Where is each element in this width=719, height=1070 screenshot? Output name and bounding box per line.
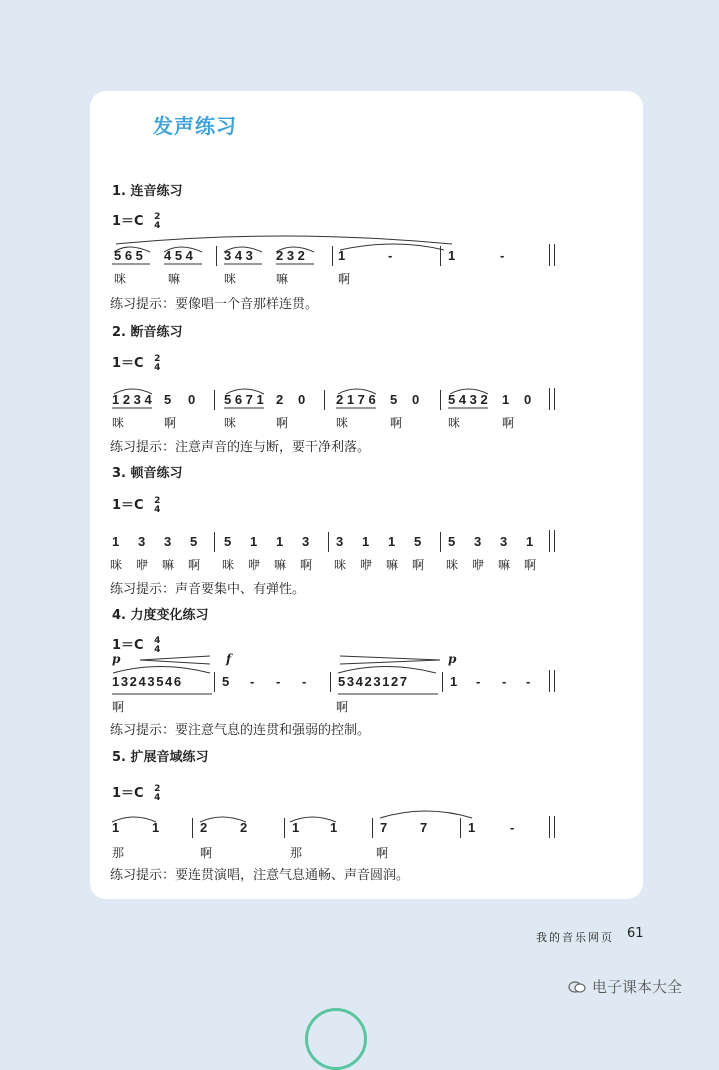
decorative-circle (305, 1008, 367, 1070)
note: 1 (502, 392, 510, 407)
note: 7 (380, 820, 388, 835)
note-group: 5 4 3 2 (448, 392, 488, 407)
lyric: 咪 (114, 272, 127, 286)
note: 1 (362, 534, 370, 549)
dynamic-mark: p (448, 652, 457, 666)
dynamic-mark: p (112, 652, 121, 666)
slur (450, 389, 488, 394)
note-group: 2 1 7 6 (336, 392, 376, 407)
rest: 0 (298, 392, 306, 407)
note: 5 (164, 392, 172, 407)
key-signature: 1＝C (112, 214, 144, 229)
lyric: 啊 (412, 558, 425, 572)
note: 1 (250, 534, 258, 549)
lyric: 啊 (376, 846, 389, 860)
note: 5 (222, 674, 230, 689)
lyric: 啊 (188, 558, 201, 572)
ts-bottom: 4 (154, 504, 161, 515)
section-3-tip: 练习提示：声音要集中、有弹性。 (110, 582, 306, 597)
note: 3 (138, 534, 146, 549)
note: 5 (448, 534, 456, 549)
slur (114, 389, 152, 394)
note: 1 (276, 534, 284, 549)
lyric: 咪 (448, 416, 461, 430)
dash: - (510, 820, 515, 835)
slur (200, 817, 246, 822)
wechat-icon (568, 981, 586, 993)
ts-bottom: 4 (154, 792, 161, 803)
diminuendo (340, 656, 440, 664)
note: 5 (190, 534, 198, 549)
dash: - (526, 674, 531, 689)
dash: - (302, 674, 307, 689)
note-group: 4 5 4 (164, 248, 193, 263)
slur (113, 667, 210, 674)
section-1-tip: 练习提示：要像唱一个音那样连贯。 (110, 297, 319, 312)
slur (116, 236, 452, 244)
dash: - (476, 674, 481, 689)
lyric: 嘛 (162, 558, 175, 572)
note: 5 (414, 534, 422, 549)
lyric: 嘛 (498, 558, 511, 572)
note: 5 (224, 534, 232, 549)
lyric: 啊 (112, 700, 125, 714)
rest: 0 (188, 392, 196, 407)
lyric: 嘛 (276, 272, 289, 286)
lyric: 咿 (248, 558, 261, 572)
key-signature: 1＝C (112, 786, 144, 801)
note-group: 2 3 2 (276, 248, 305, 263)
note: 2 (200, 820, 208, 835)
lyric: 啊 (164, 416, 177, 430)
note: 3 (500, 534, 508, 549)
note: 1 (152, 820, 160, 835)
lyric: 啊 (338, 272, 351, 286)
page-number: 61 (627, 926, 644, 941)
section-5-heading: 5. 扩展音域练习 (112, 750, 209, 765)
footer-title: 我的音乐网页 (536, 931, 614, 944)
ts-top: 2 (154, 353, 161, 364)
lyric: 那 (290, 846, 303, 860)
section-4-tip: 练习提示：要注意气息的连贯和强弱的控制。 (110, 723, 371, 738)
note: 1 (448, 248, 456, 263)
ts-bottom: 4 (154, 362, 161, 373)
lyric: 咪 (224, 416, 237, 430)
lyric: 啊 (300, 558, 313, 572)
note: 3 (302, 534, 310, 549)
note: 1 (112, 820, 120, 835)
note-group: 1 3 2 4 3 5 4 6 (112, 674, 181, 689)
section-1-heading: 1. 连音练习 (112, 184, 183, 199)
rest: 0 (524, 392, 532, 407)
crescendo (140, 656, 210, 664)
slur (226, 389, 264, 394)
note-group: 5 6 7 1 (224, 392, 264, 407)
dash: - (388, 248, 393, 263)
ts-top: 2 (154, 783, 161, 794)
watermark-text: 电子课本大全 (592, 978, 683, 996)
lyric: 咪 (336, 416, 349, 430)
ts-top: 4 (154, 635, 161, 646)
note-group: 5 6 5 (114, 248, 143, 263)
lyric: 咿 (472, 558, 485, 572)
lyric: 咪 (112, 416, 125, 430)
note: 2 (276, 392, 284, 407)
note: 7 (420, 820, 428, 835)
lyric: 咪 (334, 558, 347, 572)
section-3-heading: 3. 顿音练习 (112, 466, 183, 481)
slur (164, 247, 202, 252)
note: 1 (330, 820, 338, 835)
lyric: 嘛 (168, 272, 181, 286)
lyric: 咿 (360, 558, 373, 572)
note: 2 (240, 820, 248, 835)
note: 1 (526, 534, 534, 549)
lyric: 咿 (136, 558, 149, 572)
slur (276, 247, 314, 252)
slur (380, 811, 472, 818)
lyric: 咪 (446, 558, 459, 572)
note: 5 (390, 392, 398, 407)
lyric: 啊 (390, 416, 403, 430)
dynamic-mark: f (226, 652, 232, 666)
note: 3 (336, 534, 344, 549)
ts-bottom: 4 (154, 644, 161, 655)
slur (338, 389, 376, 394)
lyric: 啊 (276, 416, 289, 430)
lyric: 啊 (524, 558, 537, 572)
section-2-heading: 2. 断音练习 (112, 325, 183, 340)
key-signature: 1＝C (112, 498, 144, 513)
slur (290, 817, 336, 822)
slur (224, 247, 262, 252)
note-group: 3 4 3 (224, 248, 253, 263)
lyric: 嘛 (274, 558, 287, 572)
rest: 0 (412, 392, 420, 407)
section-4-heading: 4. 力度变化练习 (112, 608, 209, 623)
note: 1 (112, 534, 120, 549)
ts-bottom: 4 (154, 220, 161, 231)
slur (114, 247, 150, 252)
slur (112, 817, 156, 822)
ts-top: 2 (154, 211, 161, 222)
note: 1 (338, 248, 346, 263)
dash: - (276, 674, 281, 689)
slur (340, 244, 444, 250)
lyric: 啊 (336, 700, 349, 714)
lyric: 啊 (200, 846, 213, 860)
page-title: 发声练习 (153, 114, 237, 138)
lyric: 咪 (110, 558, 123, 572)
note: 3 (164, 534, 172, 549)
note-group: 1 2 3 4 (112, 392, 152, 407)
slur (338, 667, 436, 674)
note: 1 (388, 534, 396, 549)
dash: - (250, 674, 255, 689)
note: 3 (474, 534, 482, 549)
dash: - (502, 674, 507, 689)
section-2-tip: 练习提示：注意声音的连与断，要干净利落。 (110, 440, 371, 455)
key-signature: 1＝C (112, 356, 144, 371)
ts-top: 2 (154, 495, 161, 506)
lyric: 嘛 (386, 558, 399, 572)
note: 1 (292, 820, 300, 835)
note: 1 (468, 820, 476, 835)
key-signature: 1＝C (112, 638, 144, 653)
dash: - (500, 248, 505, 263)
note-group: 5 3 4 2 3 1 2 7 (338, 674, 407, 689)
lyric: 那 (112, 846, 125, 860)
note: 1 (450, 674, 458, 689)
lyric: 咪 (224, 272, 237, 286)
lyric: 咪 (222, 558, 235, 572)
lyric: 啊 (502, 416, 515, 430)
section-5-tip: 练习提示：要连贯演唱，注意气息通畅、声音圆润。 (110, 868, 410, 883)
